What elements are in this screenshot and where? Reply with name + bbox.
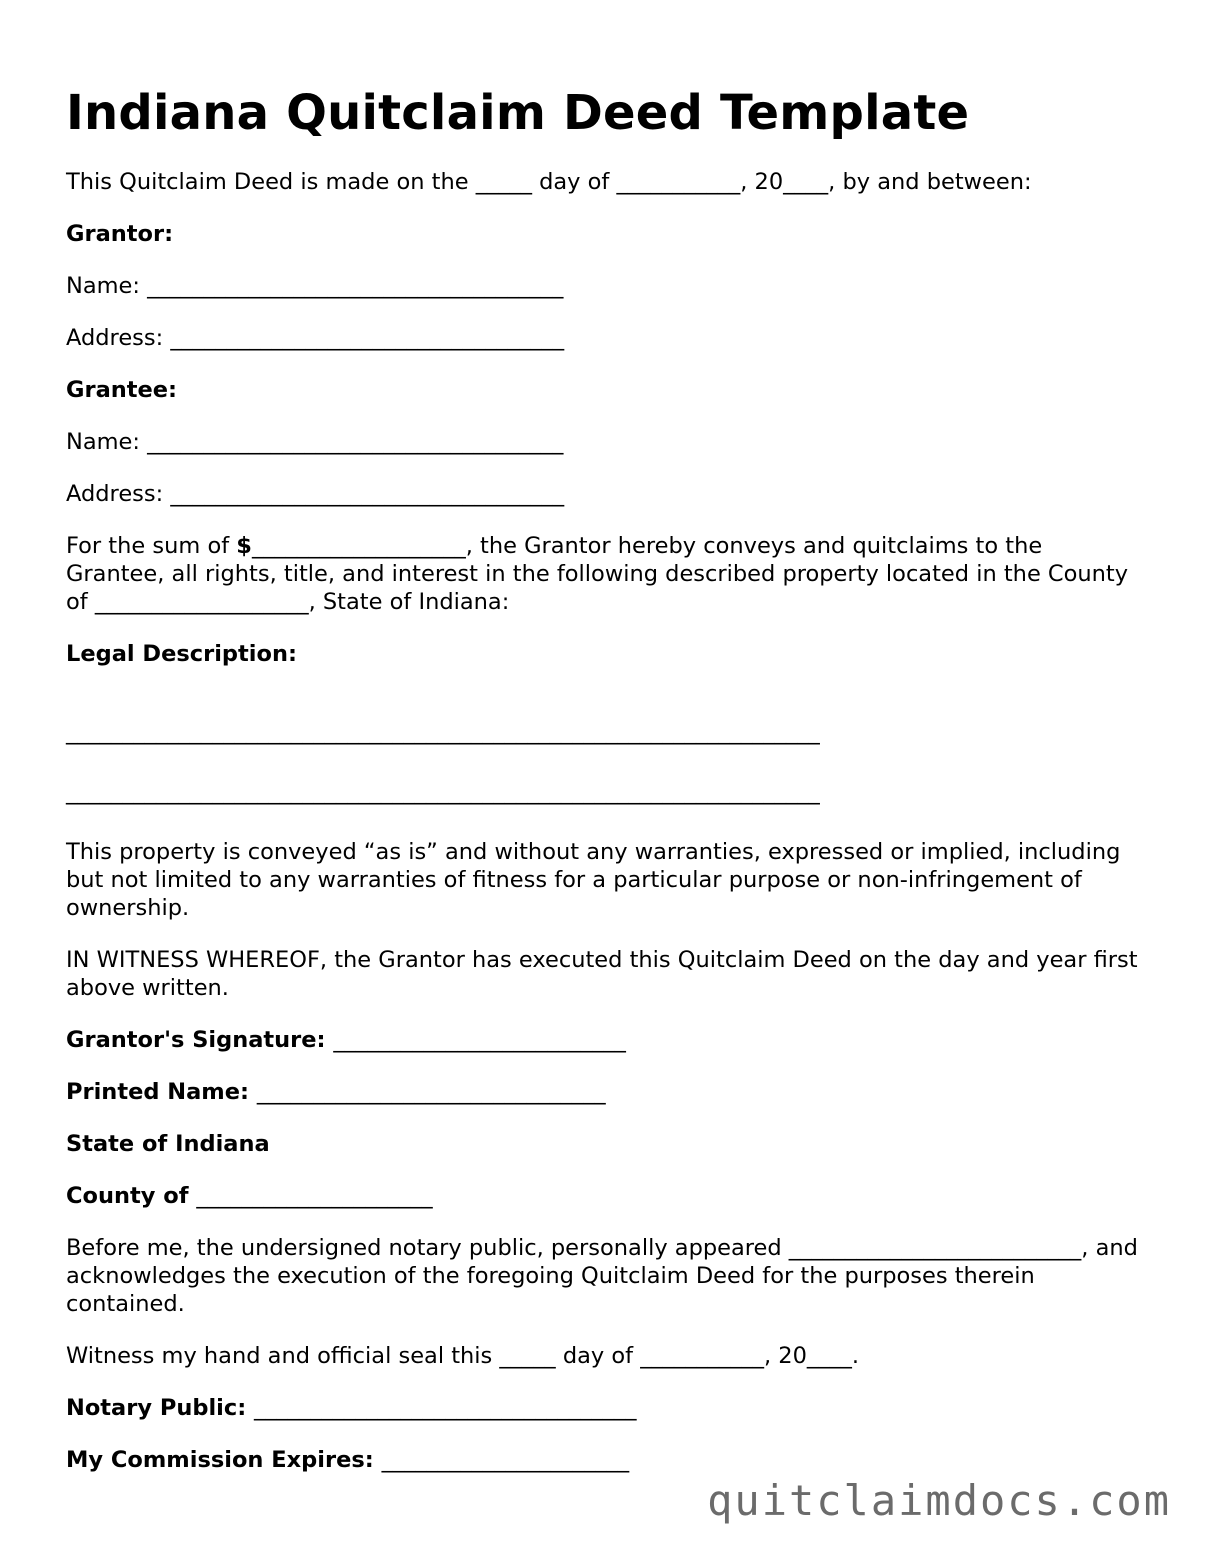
grantor-name-line: Name: _____________________________________ [66,273,564,299]
printed-name-line [66,1078,1146,1106]
grantee-name-line: Name: _____________________________________ [66,429,564,455]
printed-name-label: Printed Name: [66,1079,257,1105]
grantor-signature-blank: __________________________ [333,1027,626,1053]
grantee-address-line: Address: ___________________________________ [66,481,565,507]
consideration-lead: For the sum of [66,533,237,559]
grantor-address-line: Address: ___________________________________ [66,325,565,351]
consideration-paragraph [66,532,1146,616]
grantor-signature-label: Grantor's Signature: [66,1027,334,1053]
county-line [66,1182,1146,1210]
witness-paragraph: IN WITNESS WHEREOF, the Grantor has executed this Quitclaim Deed on the day and year first above written. [66,947,1138,1001]
deed-document [66,82,1146,1498]
commission-expires-line [66,1446,1146,1474]
grantee-heading: Grantee: [66,377,178,403]
as-is-paragraph: This property is conveyed “as is” and without any warranties, expressed or implied, including but not limited to any warranties of fitness for a particular purpose or non-infringement of ownership. [66,839,1121,921]
page-title: Indiana Quitclaim Deed Template [66,85,970,141]
dollar-sign: $ [236,533,252,559]
notary-statement-paragraph: Before me, the undersigned notary public, personally appeared __________________________, and acknowledges the execution of the foregoing Quitclaim Deed for the purposes therein contained. [66,1235,1138,1317]
legal-description-line-1: ___________________________________________________________________ [66,719,820,745]
legal-spacer [66,692,1146,718]
notary-public-line [66,1394,1146,1422]
commission-expires-blank: ______________________ [381,1447,630,1473]
state-heading: State of Indiana [66,1131,270,1157]
county-blank: _____________________ [196,1183,433,1209]
intro-paragraph: This Quitclaim Deed is made on the _____ day of ___________, 20____, by and between: [66,169,1032,195]
notary-public-blank: __________________________________ [254,1395,637,1421]
legal-description-heading: Legal Description: [66,641,297,667]
grantor-signature-line [66,1026,1146,1054]
county-label: County of [66,1183,197,1209]
official-seal-line: Witness my hand and official seal this _____ day of ___________, 20____. [66,1343,860,1369]
commission-expires-label: My Commission Expires: [66,1447,382,1473]
legal-description-line-2: ___________________________________________________________________ [66,779,820,805]
consideration-body: ___________________, the Grantor hereby conveys and quitclaims to the Grantee, all rights, title, and interest in the following described property located in the County of ___________________, State of Indiana: [66,533,1129,615]
printed-name-blank: _______________________________ [256,1079,606,1105]
notary-public-label: Notary Public: [66,1395,255,1421]
watermark: quitclaimdocs.com [707,1476,1171,1525]
grantor-heading: Grantor: [66,221,174,247]
